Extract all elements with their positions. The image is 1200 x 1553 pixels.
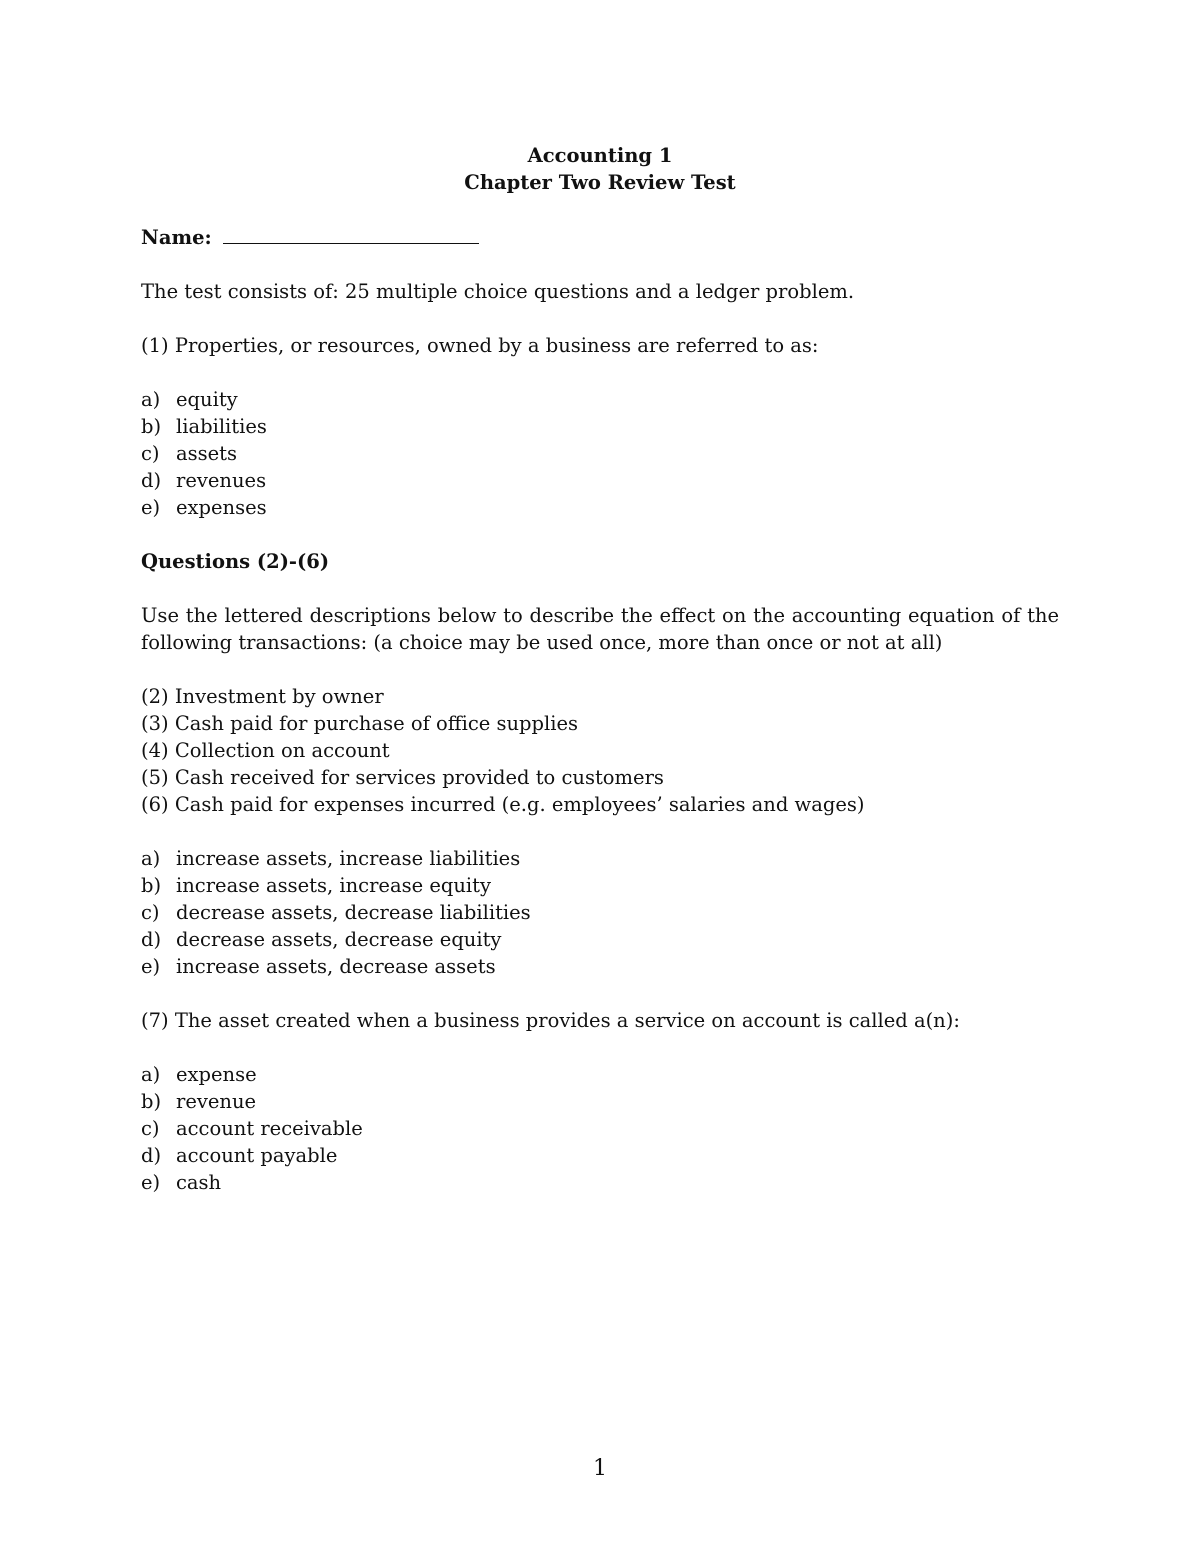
option-item (141, 467, 1059, 494)
option-text: increase assets, decrease assets (176, 955, 496, 978)
questions-2-6-instructions: Use the lettered descriptions below to describe the effect on the accounting equation of the following transactions: (a choice may be used once, more than once or not at all) (141, 604, 1059, 654)
option-item (141, 1061, 1059, 1088)
option-item (141, 899, 1059, 926)
option-letter: c) (141, 442, 160, 465)
option-text: account payable (176, 1144, 338, 1167)
option-text: increase assets, increase equity (176, 874, 491, 897)
name-blank-line (223, 223, 479, 244)
option-item (141, 1088, 1059, 1115)
page-number: 1 (593, 1456, 607, 1481)
option-text: revenues (176, 469, 267, 492)
questions-2-6-options (141, 845, 1059, 980)
option-item (141, 1169, 1059, 1196)
question-1-options (141, 386, 1059, 521)
option-item (141, 440, 1059, 467)
option-letter: e) (141, 496, 161, 519)
option-text: liabilities (176, 415, 267, 438)
transaction-item: (6) Cash paid for expenses incurred (e.g. employees’ salaries and wages) (141, 793, 865, 816)
name-row (141, 223, 1059, 251)
option-text: equity (176, 388, 238, 411)
name-label: Name: (141, 226, 212, 249)
option-letter: b) (141, 415, 162, 438)
option-text: increase assets, increase liabilities (176, 847, 521, 870)
option-letter: b) (141, 874, 162, 897)
option-item (141, 1115, 1059, 1142)
option-letter: a) (141, 388, 161, 411)
option-letter: b) (141, 1090, 162, 1113)
option-item (141, 386, 1059, 413)
test-title: Chapter Two Review Test (464, 171, 736, 194)
option-item (141, 494, 1059, 521)
option-item (141, 845, 1059, 872)
option-item (141, 413, 1059, 440)
question-7-options (141, 1061, 1059, 1196)
option-letter: c) (141, 1117, 160, 1140)
document-page (141, 142, 1059, 1196)
option-letter: c) (141, 901, 160, 924)
option-letter: d) (141, 469, 162, 492)
option-item (141, 926, 1059, 953)
transaction-item: (5) Cash received for services provided to customers (141, 766, 664, 789)
option-text: expenses (176, 496, 267, 519)
option-text: decrease assets, decrease equity (176, 928, 502, 951)
option-text: decrease assets, decrease liabilities (176, 901, 531, 924)
option-letter: d) (141, 1144, 162, 1167)
option-letter: e) (141, 955, 161, 978)
transaction-item: (2) Investment by owner (141, 685, 384, 708)
option-letter: a) (141, 1063, 161, 1086)
question-1-prompt: (1) Properties, or resources, owned by a business are referred to as: (141, 334, 819, 357)
option-text: assets (176, 442, 238, 465)
option-item (141, 1142, 1059, 1169)
question-7-prompt: (7) The asset created when a business provides a service on account is called a(n): (141, 1009, 960, 1032)
test-intro: The test consists of: 25 multiple choice questions and a ledger problem. (141, 280, 855, 303)
option-letter: d) (141, 928, 162, 951)
option-text: account receivable (176, 1117, 363, 1140)
option-text: revenue (176, 1090, 257, 1113)
option-letter: a) (141, 847, 161, 870)
transaction-item: (3) Cash paid for purchase of office supplies (141, 712, 579, 735)
course-title: Accounting 1 (527, 144, 673, 167)
option-text: cash (176, 1171, 222, 1194)
option-text: expense (176, 1063, 257, 1086)
transaction-item: (4) Collection on account (141, 739, 390, 762)
option-item (141, 953, 1059, 980)
transaction-list (141, 683, 1059, 818)
questions-2-6-heading: Questions (2)-(6) (141, 550, 330, 573)
option-item (141, 872, 1059, 899)
option-letter: e) (141, 1171, 161, 1194)
